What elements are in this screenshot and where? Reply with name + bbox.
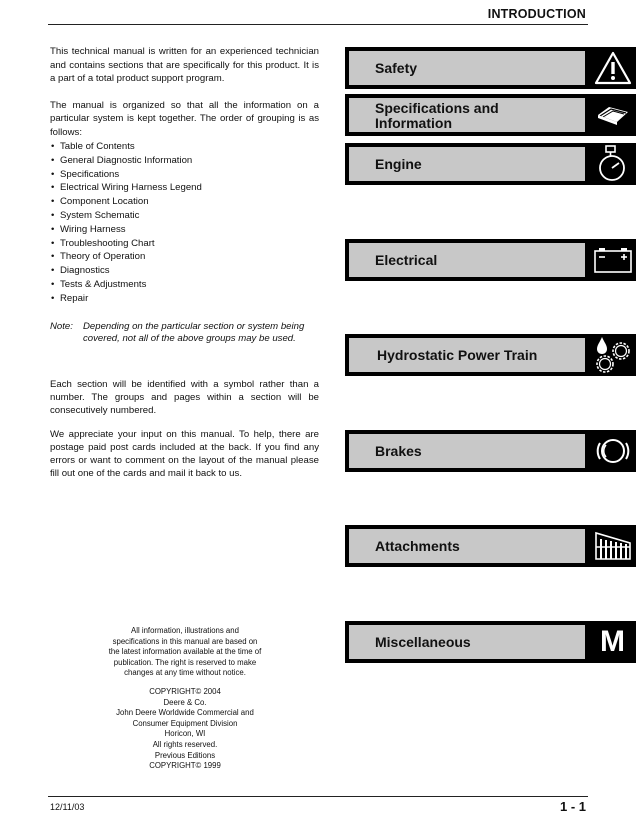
grouping-list	[50, 140, 319, 306]
open-book-icon	[589, 94, 636, 136]
header-divider	[48, 24, 588, 25]
list-item: • Tests & Adjustments	[51, 278, 147, 290]
page-title: INTRODUCTION	[487, 7, 586, 21]
section-tab-brakes[interactable]	[345, 430, 636, 472]
intro-paragraph-3: Each section will be identified with a symbol rather than a number. The groups and pages within a section will be consecutively numbered.	[50, 379, 319, 416]
copyright-block: COPYRIGHT© 2004 Deere & Co. John Deere Worldwide Commercial and Consumer Equipment Division Horicon, WI All rights reserved. Previous Editions COPYRIGHT© 1999	[116, 686, 254, 771]
list-item: • Table of Contents	[51, 141, 135, 152]
note-text: Depending on the particular section or system being covered, not all of the above groups may be used.	[83, 321, 305, 345]
section-tab-attachments[interactable]	[345, 525, 636, 567]
section-label-line-2: Information	[375, 115, 452, 131]
disclaimer: All information, illustrations and specifications in this manual are based on the latest information available at the time of publication. The right is reserved to make changes at any time without notice.	[108, 626, 262, 678]
section-tab-hydrostatic-power-train[interactable]	[345, 334, 636, 376]
note-label: Note:	[50, 321, 73, 332]
list-item: • Electrical Wiring Harness Legend	[51, 182, 202, 194]
section-label: Safety	[375, 59, 418, 76]
intro-paragraph-1: This technical manual is written for an experienced technician and contains sections that are specifically for this product. It is a part of a total product support program.	[50, 46, 319, 84]
section-label: Electrical	[375, 251, 438, 268]
list-item: • Component Location	[51, 196, 149, 208]
section-label: Brakes	[375, 442, 422, 459]
page-number: 1 - 1	[559, 799, 586, 814]
list-item: • Specifications	[51, 168, 120, 180]
section-label-line-1: Specifications and	[375, 100, 499, 116]
intro-paragraph-4: We appreciate your input on this manual. To help, there are postage paid post cards included at the back. If you find any errors or want to comment on the layout of the manual please fill out one of the cards and mail it back to us.	[50, 429, 319, 479]
brake-drum-icon	[589, 430, 636, 472]
section-label: Engine	[375, 155, 422, 172]
engine-gauge-icon	[589, 143, 636, 185]
warning-triangle-icon	[589, 47, 636, 89]
attachment-rake-icon	[589, 525, 636, 567]
list-item: • Repair	[51, 292, 89, 304]
list-item: • Wiring Harness	[51, 223, 126, 235]
section-tab-electrical[interactable]	[345, 239, 636, 281]
section-tab-engine[interactable]	[345, 143, 636, 185]
list-item: • Troubleshooting Chart	[51, 237, 155, 249]
section-label: Hydrostatic Power Train	[377, 346, 538, 363]
section-tab-specifications[interactable]	[345, 94, 636, 136]
footer-date: 12/11/03	[50, 802, 85, 812]
list-item: • System Schematic	[51, 209, 140, 221]
intro-text	[50, 45, 319, 306]
section-label: Miscellaneous	[375, 633, 471, 650]
section-label: Attachments	[375, 537, 460, 554]
list-item: • Diagnostics	[51, 265, 110, 277]
note	[50, 321, 319, 345]
footer-divider	[48, 796, 588, 797]
battery-icon	[589, 239, 636, 281]
section-tab-safety[interactable]	[345, 47, 636, 89]
intro-paragraph-2: The manual is organized so that all the information on a particular system is kept together. The order of grouping is as follows:	[50, 99, 319, 138]
copyright-notice	[95, 626, 275, 780]
list-item: • General Diagnostic Information	[51, 154, 193, 166]
list-item: • Theory of Operation	[51, 251, 146, 263]
letter-m-icon: M	[600, 625, 625, 658]
section-tab-miscellaneous[interactable]	[345, 621, 636, 663]
drop-and-gears-icon	[589, 334, 636, 376]
